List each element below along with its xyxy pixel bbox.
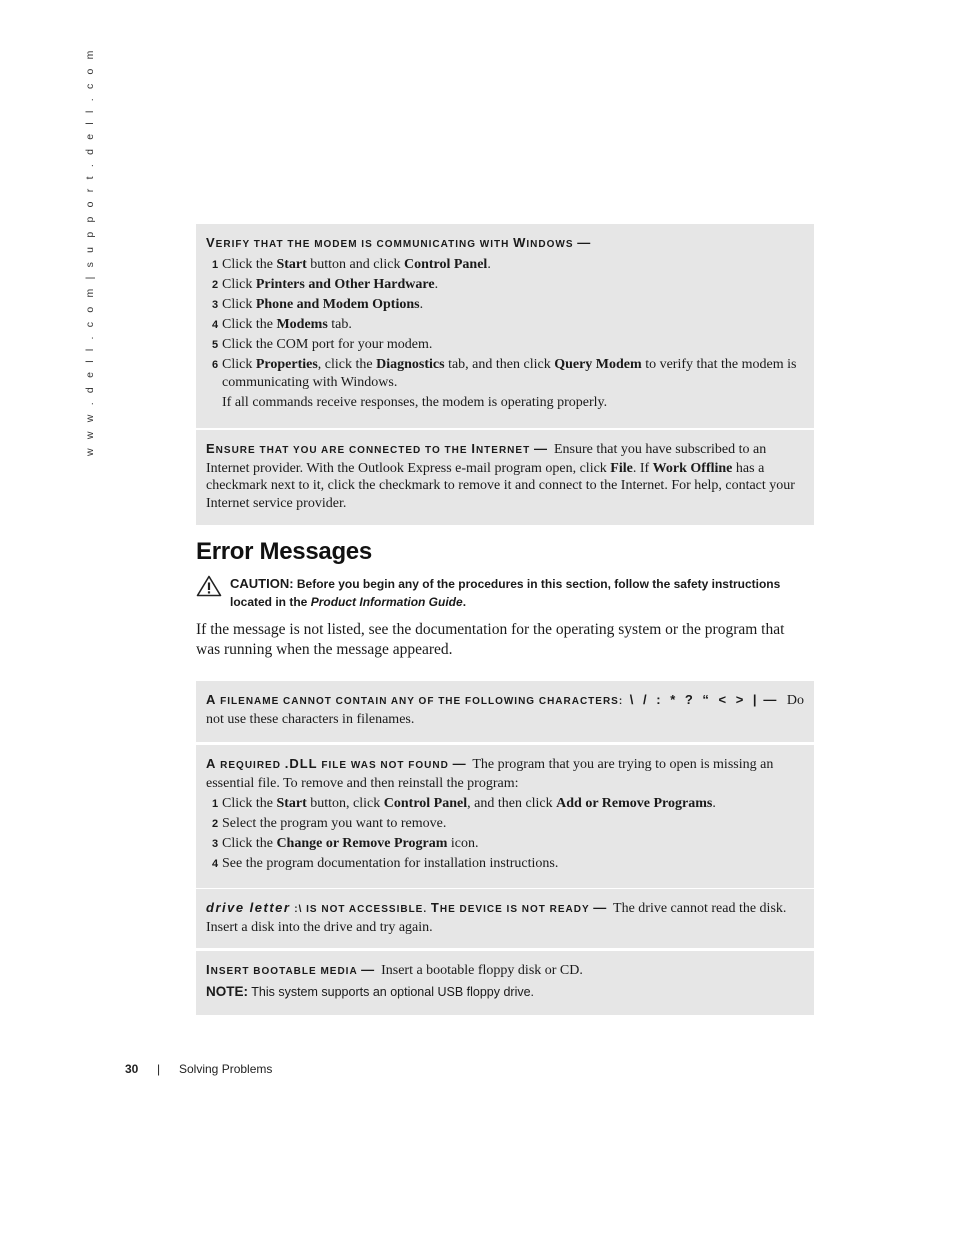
list-item: 3 Click Phone and Modem Options.	[212, 297, 424, 312]
page-title: Error Messages	[196, 538, 372, 565]
caution-notice: CAUTION: Before you begin any of the procedures in this section, follow the safety instructions located in the Product Information Guide.	[196, 575, 796, 611]
internet-heading: ENSURE THAT YOU ARE CONNECTED TO THE INTERNET —	[206, 441, 547, 456]
drive-heading: drive letter :\ IS NOT ACCESSIBLE. THE DEVICE IS NOT READY —	[206, 900, 607, 915]
side-url: w w w . d e l l . c o m | s u p p o r t . d e l l . c o m	[84, 47, 96, 456]
list-item: 1 Click the Start button and click Control Panel.	[212, 257, 491, 272]
note: NOTE: This system supports an optional USB floppy drive.	[206, 983, 535, 999]
list-item: 5 Click the COM port for your modem.	[212, 337, 433, 352]
internet-box	[196, 430, 814, 525]
drive-text: drive letter :\ IS NOT ACCESSIBLE. THE DEVICE IS NOT READY — The drive cannot read the disk. Insert a disk into the drive and try again.	[206, 900, 787, 935]
page-number: 30	[125, 1062, 139, 1076]
footer-separator: |	[157, 1062, 161, 1076]
list-item: 4 See the program documentation for installation instructions.	[212, 855, 559, 871]
dll-heading: A REQUIRED .DLL FILE WAS NOT FOUND —	[206, 756, 466, 771]
dll-steps	[206, 795, 804, 873]
verify-modem-steps	[206, 256, 804, 391]
boot-heading: INSERT BOOTABLE MEDIA —	[206, 962, 375, 977]
internet-text: ENSURE THAT YOU ARE CONNECTED TO THE INTERNET — Ensure that you have subscribed to an Internet provider. With the Outlook Express e-mail program open, click File. If Work Offline has a checkmark next to it, click the checkmark to remove it and connect to the Internet. For help, contact your Internet service provider.	[206, 441, 795, 511]
page-footer	[125, 1062, 273, 1076]
caution-icon	[196, 575, 222, 602]
dll-text: A REQUIRED .DLL FILE WAS NOT FOUND — The program that you are trying to open is missing an essential file. To remove and then reinstall the program:	[206, 756, 774, 791]
list-item: 6 Click Properties, click the Diagnostics tab, and then click Query Modem to verify that the modem is communicating with Windows.	[212, 357, 797, 390]
verify-modem-box	[196, 224, 814, 428]
filename-box	[196, 681, 814, 742]
verify-modem-heading: VERIFY THAT THE MODEM IS COMMUNICATING WITH WINDOWS —	[206, 235, 591, 250]
filename-heading: A FILENAME CANNOT CONTAIN ANY OF THE FOLLOWING CHARACTERS: \ / : * ? “ < > | —	[206, 692, 777, 707]
list-item: 3 Click the Change or Remove Program icon.	[212, 835, 479, 851]
drive-box	[196, 889, 814, 948]
dll-box	[196, 745, 814, 888]
intro-paragraph: If the message is not listed, see the documentation for the operating system or the program that was running when the message appeared.	[196, 621, 785, 658]
list-item: 2 Click Printers and Other Hardware.	[212, 277, 439, 292]
verify-modem-after: If all commands receive responses, the modem is operating properly.	[222, 395, 608, 410]
list-item: 1 Click the Start button, click Control Panel, and then click Add or Remove Programs.	[212, 795, 716, 811]
list-item: 2 Select the program you want to remove.	[212, 815, 447, 831]
list-item: 4 Click the Modems tab.	[212, 317, 352, 332]
filename-text: A FILENAME CANNOT CONTAIN ANY OF THE FOLLOWING CHARACTERS: \ / : * ? “ < > | — Do not use these characters in filenames.	[206, 692, 804, 727]
boot-text: INSERT BOOTABLE MEDIA — Insert a bootable floppy disk or CD.	[206, 962, 583, 978]
section-name: Solving Problems	[179, 1062, 273, 1076]
boot-box	[196, 951, 814, 1015]
